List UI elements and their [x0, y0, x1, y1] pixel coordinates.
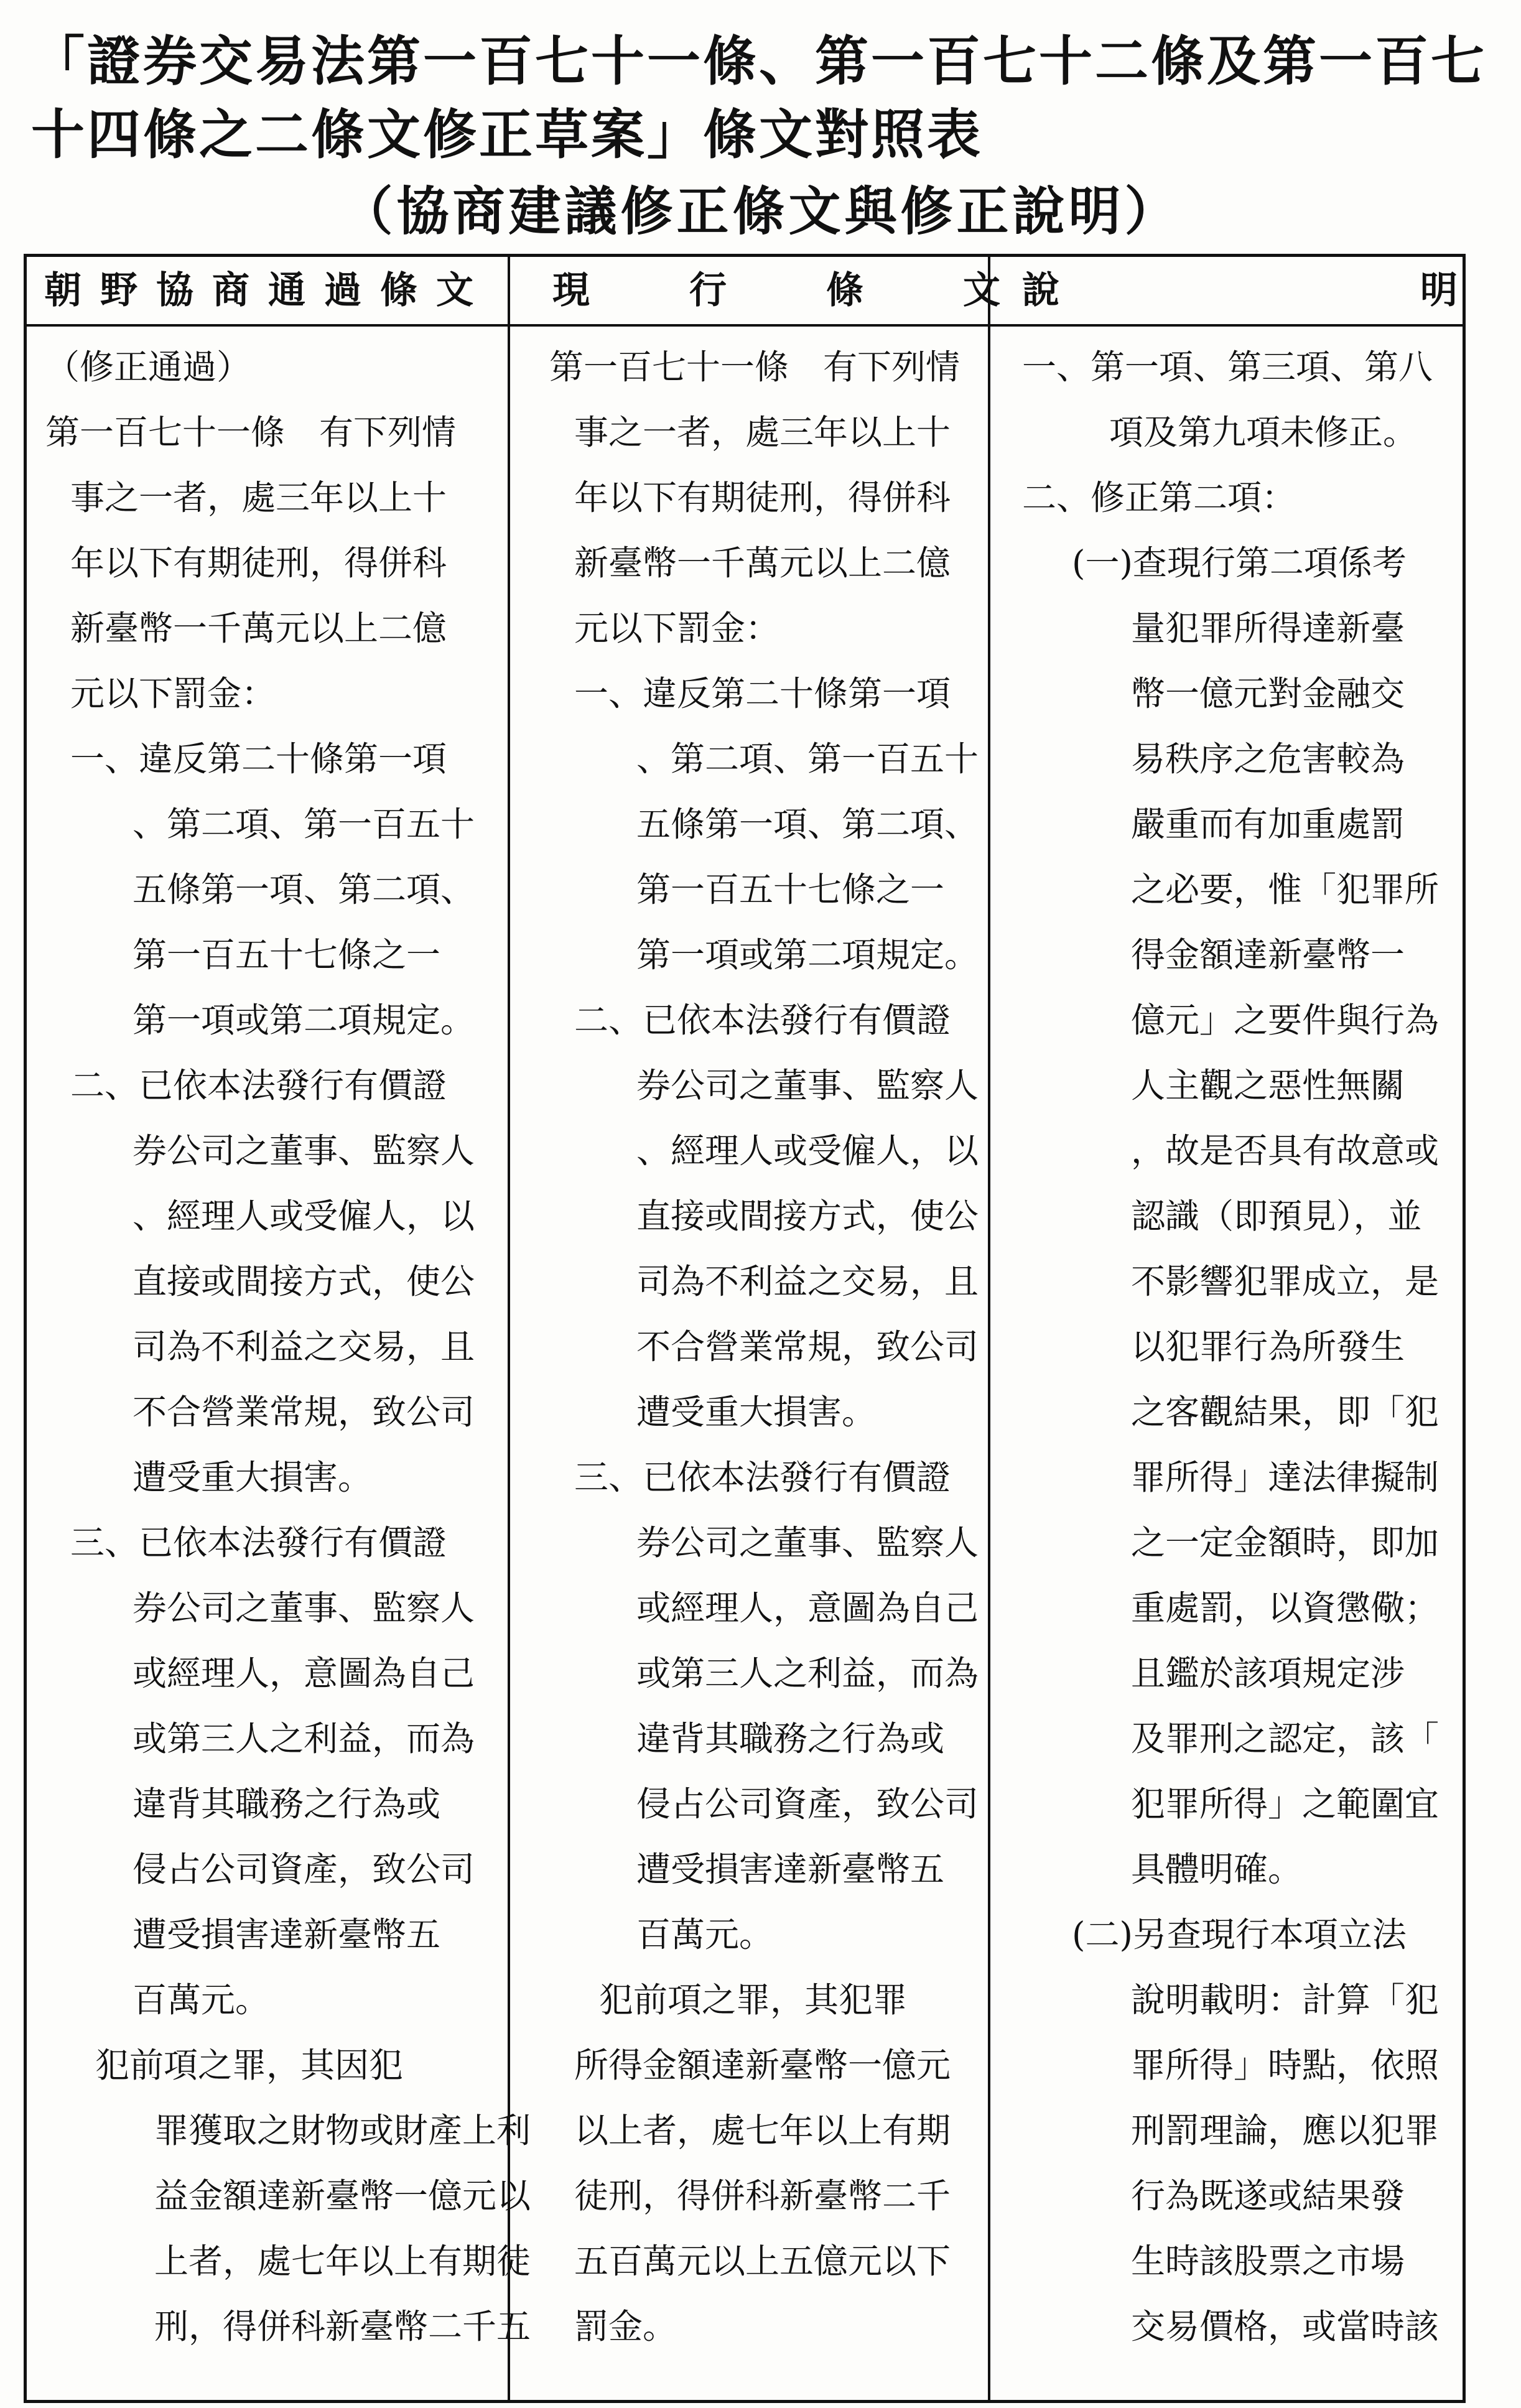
text-line: 券公司之董事、監察人: [133, 1131, 475, 1171]
text-line: 犯前項之罪，其因犯: [95, 2045, 404, 2085]
text-line: 、第二項、第一百五十: [133, 804, 475, 844]
text-line: 第一百五十七條之一: [636, 870, 945, 909]
text-line: 券公司之董事、監察人: [636, 1066, 979, 1105]
document-subtitle: （協商建議修正條文與修正說明）: [340, 181, 1181, 242]
text-line: 新臺幣一千萬元以上二億: [574, 543, 951, 583]
column-explanation: [1022, 335, 1470, 2359]
header-explanation: [1022, 257, 1464, 324]
text-line: 以犯罪行為所發生: [1131, 1327, 1405, 1367]
text-line: 或經理人，意圖為自己: [133, 1653, 475, 1693]
header-current-text: [552, 257, 1000, 324]
text-line: 三、已依本法發行有價證: [574, 1457, 951, 1497]
text-line: 事之一者，處三年以上十: [70, 478, 447, 518]
text-line: 遭受損害達新臺幣五: [636, 1849, 945, 1889]
header-current-char: 條: [826, 269, 863, 312]
text-line: 第一項或第二項規定。: [636, 935, 979, 975]
text-line: 五條第一項、第二項、: [133, 870, 475, 909]
text-line: 直接或間接方式，使公: [133, 1262, 475, 1301]
text-line: 且鑑於該項規定涉: [1131, 1653, 1405, 1693]
column-current-text: [549, 335, 1010, 2359]
text-line: 、經理人或受僱人，以: [636, 1131, 979, 1171]
header-explanation-left: 說: [1022, 269, 1059, 312]
header-current-char: 文: [963, 269, 1000, 312]
text-line: (一)查現行第二項係考: [1072, 543, 1407, 583]
text-line: 犯前項之罪，其犯罪: [599, 1980, 908, 2020]
text-line: 司為不利益之交易，且: [133, 1327, 475, 1367]
text-line: 一、第一項、第三項、第八: [1022, 347, 1433, 387]
text-line: 違背其職務之行為或: [636, 1719, 945, 1759]
text-line: 之客觀結果，即「犯: [1131, 1392, 1440, 1432]
text-line: 五條第一項、第二項、: [636, 804, 979, 844]
text-line: 具體明確。: [1131, 1849, 1303, 1889]
text-line: 直接或間接方式，使公: [636, 1196, 979, 1236]
text-line: (二)另查現行本項立法: [1072, 1915, 1407, 1955]
text-line: 幣一億元對金融交: [1131, 674, 1405, 714]
text-line: 易秩序之危害較為: [1131, 739, 1405, 779]
title-line-1: 「證券交易法第一百七十一條、第一百七十二條及第一百七: [31, 30, 1487, 93]
header-explanation-right: 明: [1420, 269, 1458, 312]
text-line: 重處罰，以資懲儆；: [1131, 1588, 1440, 1628]
text-line: 事之一者，處三年以上十: [574, 412, 951, 452]
text-line: 元以下罰金：: [574, 608, 780, 648]
text-line: 二、已依本法發行有價證: [70, 1066, 447, 1105]
text-line: 二、已依本法發行有價證: [574, 1000, 951, 1040]
text-line: 不影響犯罪成立，是: [1131, 1262, 1440, 1301]
text-line: 第一百七十一條 有下列情: [549, 347, 961, 387]
text-line: 人主觀之惡性無關: [1131, 1066, 1405, 1105]
text-line: 之一定金額時，即加: [1131, 1523, 1440, 1563]
text-line: 上者，處七年以上有期徒: [154, 2241, 531, 2281]
text-line: 二、修正第二項：: [1022, 478, 1296, 518]
text-line: 益金額達新臺幣一億元以: [154, 2176, 531, 2216]
text-line: 一、違反第二十條第一項: [70, 739, 447, 779]
text-line: 說明載明：計算「犯: [1131, 1980, 1440, 2020]
text-line: 不合營業常規，致公司: [636, 1327, 979, 1367]
header-divider: [27, 324, 1463, 327]
header-current-char: 現: [552, 269, 590, 312]
header-negotiated-text: 朝野協商通過條文: [44, 269, 492, 312]
text-line: 遭受重大損害。: [133, 1457, 373, 1497]
text-line: 一、違反第二十條第一項: [574, 674, 951, 714]
text-line: 徒刑，得併科新臺幣二千: [574, 2176, 951, 2216]
text-line: 罪所得」達法律擬制: [1131, 1457, 1440, 1497]
text-line: 或經理人，意圖為自己: [636, 1588, 979, 1628]
text-line: 嚴重而有加重處罰: [1131, 804, 1405, 844]
text-line: 百萬元。: [636, 1915, 774, 1955]
text-line: 第一百七十一條 有下列情: [45, 412, 457, 452]
text-line: 量犯罪所得達新臺: [1131, 608, 1405, 648]
text-line: 元以下罰金：: [70, 674, 276, 714]
text-line: 侵占公司資產，致公司: [636, 1784, 979, 1824]
text-line: 年以下有期徒刑，得併科: [70, 543, 447, 583]
text-line: 刑罰理論，應以犯罪: [1131, 2111, 1440, 2150]
text-line: 生時該股票之市場: [1131, 2241, 1405, 2281]
text-line: ，故是否具有故意或: [1131, 1131, 1440, 1171]
text-line: 或第三人之利益，而為: [133, 1719, 475, 1759]
text-line: 遭受重大損害。: [636, 1392, 877, 1432]
text-line: 罪所得」時點，依照: [1131, 2045, 1440, 2085]
text-line: 五百萬元以上五億元以下: [574, 2241, 951, 2281]
text-line: 犯罪所得」之範圍宜: [1131, 1784, 1440, 1824]
text-line: 年以下有期徒刑，得併科: [574, 478, 951, 518]
text-line: 億元」之要件與行為: [1131, 1000, 1440, 1040]
text-line: 或第三人之利益，而為: [636, 1653, 979, 1693]
text-line: 違背其職務之行為或: [133, 1784, 441, 1824]
text-line: 以上者，處七年以上有期: [574, 2111, 951, 2150]
text-line: 券公司之董事、監察人: [636, 1523, 979, 1563]
text-line: 第一百五十七條之一: [133, 935, 441, 975]
text-line: 百萬元。: [133, 1980, 270, 2020]
text-line: 行為既遂或結果發: [1131, 2176, 1405, 2216]
text-line: 所得金額達新臺幣一億元: [574, 2045, 951, 2085]
text-line: 三、已依本法發行有價證: [70, 1523, 447, 1563]
text-line: 不合營業常規，致公司: [133, 1392, 475, 1432]
text-line: 侵占公司資產，致公司: [133, 1849, 475, 1889]
text-line: 之必要，惟「犯罪所: [1131, 870, 1440, 909]
text-line: （修正通過）: [45, 347, 251, 387]
text-line: 新臺幣一千萬元以上二億: [70, 608, 447, 648]
text-line: 司為不利益之交易，且: [636, 1262, 979, 1301]
text-line: 罪獲取之財物或財產上利: [154, 2111, 531, 2150]
comparison-table: [24, 254, 1466, 2403]
text-line: 得金額達新臺幣一: [1131, 935, 1405, 975]
text-line: 、第二項、第一百五十: [636, 739, 979, 779]
column-negotiated-text: [45, 335, 531, 2359]
text-line: 罰金。: [574, 2307, 677, 2346]
text-line: 遭受損害達新臺幣五: [133, 1915, 441, 1955]
title-line-2: 十四條之二條文修正草案」條文對照表: [31, 104, 983, 166]
text-line: 第一項或第二項規定。: [133, 1000, 475, 1040]
text-line: 項及第九項未修正。: [1109, 412, 1418, 452]
document-title: [31, 25, 1487, 172]
text-line: 券公司之董事、監察人: [133, 1588, 475, 1628]
text-line: 及罪刑之認定，該「: [1131, 1719, 1440, 1759]
header-current-char: 行: [689, 269, 727, 312]
text-line: 交易價格，或當時該: [1131, 2307, 1440, 2346]
text-line: 認識（即預見），並: [1131, 1196, 1422, 1236]
text-line: 、經理人或受僱人，以: [133, 1196, 475, 1236]
text-line: 刑，得併科新臺幣二千五: [154, 2307, 531, 2346]
